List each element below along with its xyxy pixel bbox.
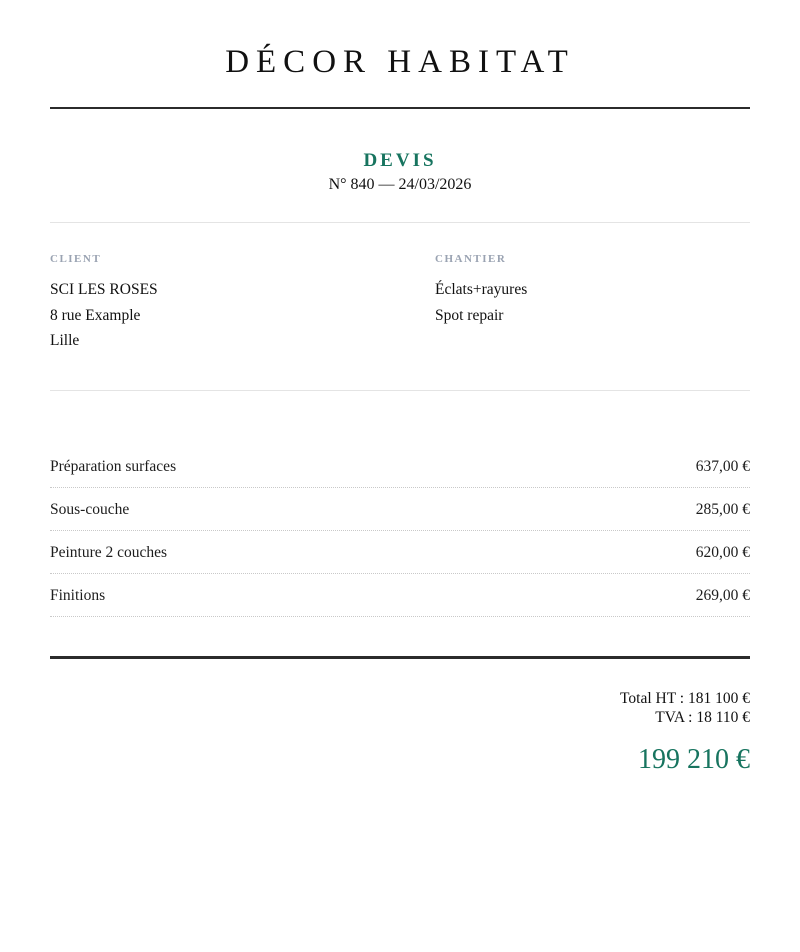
client-label: CLIENT — [50, 253, 102, 265]
parties-section — [50, 253, 750, 354]
client-city: Lille — [50, 332, 80, 349]
chantier-label: CHANTIER — [435, 253, 507, 265]
item-label: Peinture 2 couches — [50, 543, 168, 561]
item-label: Préparation surfaces — [50, 457, 177, 475]
table-row — [50, 445, 750, 488]
chantier-line-1: Éclats+rayures — [435, 281, 528, 298]
table-row — [50, 488, 750, 531]
total-ht: Total HT : 181 100 € — [620, 689, 750, 707]
item-amount: 637,00 € — [695, 457, 750, 475]
item-label: Finitions — [50, 586, 106, 604]
item-label: Sous-couche — [50, 500, 130, 518]
grand-total: 199 210 € — [638, 743, 750, 775]
client-block — [50, 253, 435, 354]
document-number-date: N° 840 — 24/03/2026 — [328, 176, 472, 193]
chantier-block — [435, 253, 750, 354]
line-items — [50, 445, 750, 617]
company-name: DÉCOR HABITAT — [225, 44, 575, 80]
total-tva: TVA : 18 110 € — [655, 709, 750, 726]
table-row — [50, 531, 750, 574]
client-address: 8 rue Example — [50, 306, 141, 324]
totals-block — [50, 689, 750, 728]
item-amount: 285,00 € — [695, 500, 750, 518]
item-amount: 269,00 € — [695, 586, 750, 604]
client-name: SCI LES ROSES — [50, 281, 158, 298]
document-type-title: DEVIS — [363, 150, 437, 171]
table-row — [50, 574, 750, 617]
item-amount: 620,00 € — [695, 543, 750, 561]
totals-divider — [50, 656, 750, 659]
parties-divider — [50, 390, 750, 391]
quote-document — [50, 44, 750, 776]
header-divider — [50, 107, 750, 109]
chantier-line-2: Spot repair — [435, 306, 504, 324]
meta-divider — [50, 222, 750, 223]
